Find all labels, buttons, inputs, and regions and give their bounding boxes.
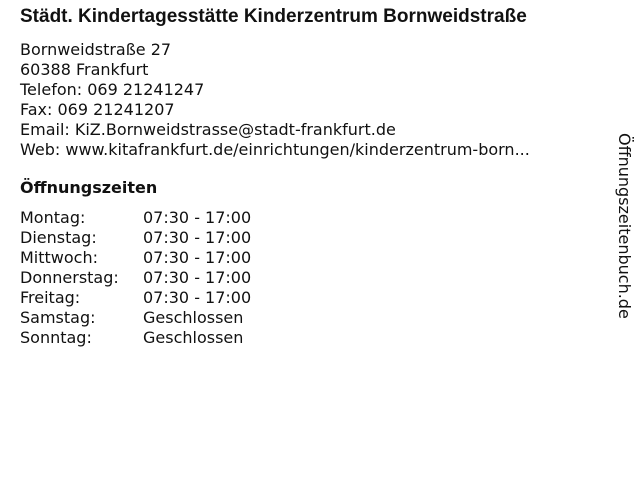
phone-number[interactable]: Telefon: 069 21241247 (20, 80, 205, 99)
day-label: Dienstag: (20, 228, 97, 247)
time-value: 07:30 - 17:00 (143, 208, 252, 227)
hours-row-wednesday (20, 248, 616, 268)
street-address: Bornweidstraße 27 (20, 40, 172, 59)
day-label: Montag: (20, 208, 86, 227)
fax-number: Fax: 069 21241207 (20, 100, 175, 119)
day-label: Sonntag: (20, 328, 92, 347)
contact-block (20, 40, 616, 160)
hours-row-tuesday (20, 228, 616, 248)
time-value: Geschlossen (143, 308, 244, 327)
day-label: Freitag: (20, 288, 81, 307)
city-address: 60388 Frankfurt (20, 60, 149, 79)
email-link[interactable]: Email: KiZ.Bornweidstrasse@stadt-frankfurt.de (20, 120, 396, 139)
opening-hours-heading: Öffnungszeiten (20, 178, 158, 197)
day-label: Donnerstag: (20, 268, 119, 287)
hours-row-monday (20, 208, 616, 228)
time-value: 07:30 - 17:00 (143, 268, 252, 287)
time-value: 07:30 - 17:00 (143, 288, 252, 307)
hours-row-sunday (20, 328, 616, 348)
business-title: Städt. Kindertagesstätte Kinderzentrum Bornweidstraße (20, 6, 527, 27)
time-value: Geschlossen (143, 328, 244, 347)
time-value: 07:30 - 17:00 (143, 248, 252, 267)
opening-hours-table (20, 208, 616, 348)
day-label: Mittwoch: (20, 248, 98, 267)
time-value: 07:30 - 17:00 (143, 228, 252, 247)
website-link[interactable]: Web: www.kitafrankfurt.de/einrichtungen/kinderzentrum-born... (20, 140, 530, 159)
hours-row-saturday (20, 308, 616, 328)
brand-watermark: Öffnungszeitenbuch.de (615, 133, 634, 319)
day-label: Samstag: (20, 308, 96, 327)
hours-row-friday (20, 288, 616, 308)
business-card (20, 6, 616, 348)
hours-row-thursday (20, 268, 616, 288)
